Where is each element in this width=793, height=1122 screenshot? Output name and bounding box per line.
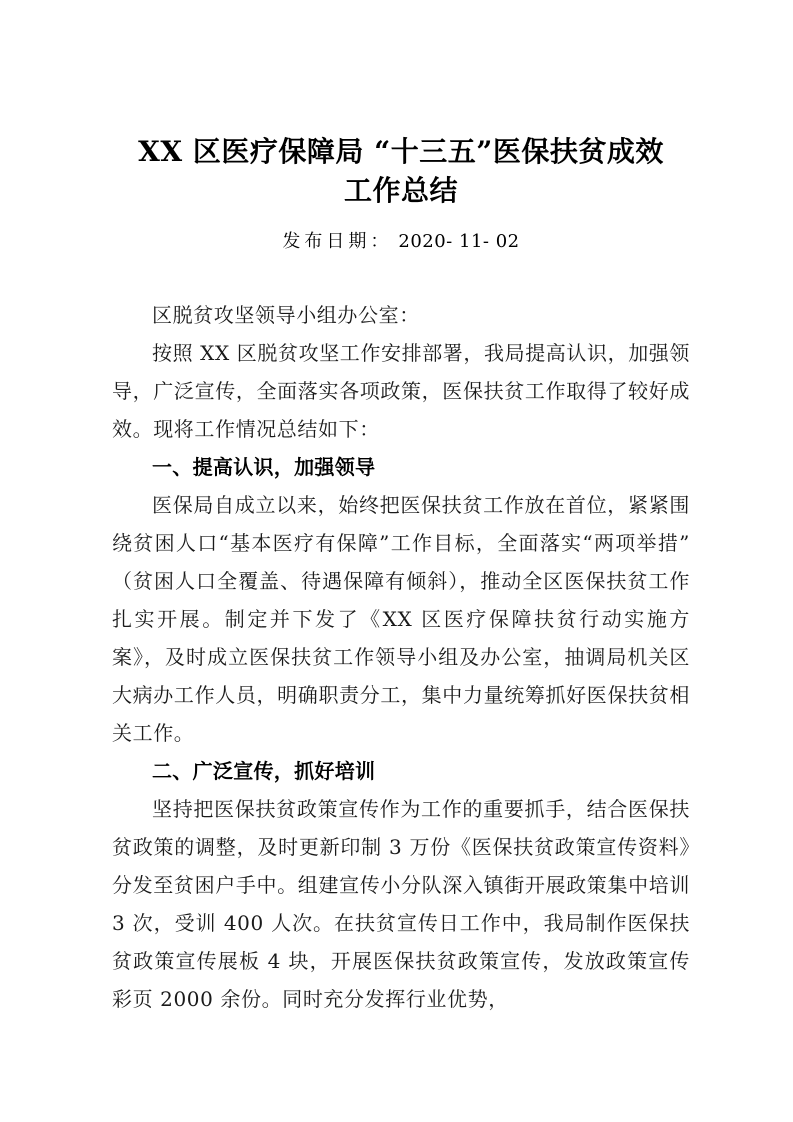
publication-date-label: 发布日期： (282, 231, 393, 252)
document-title-line-1: XX 区医疗保障局 “十三五”医保扶贫成效 (138, 135, 664, 168)
document-body (112, 296, 690, 1018)
section-heading-1: 一、提高认识，加强领导 (152, 455, 376, 479)
section-heading-2: 二、广泛宣传，抓好培训 (152, 759, 376, 783)
document-title-line-2: 工作总结 (343, 174, 458, 207)
publication-date (112, 229, 690, 255)
section-2-paragraph: 坚持把医保扶贫政策宣传作为工作的重要抓手，结合医保扶贫政策的调整，及时更新印制 3 万份《医保扶贫政策宣传资料》分发至贫困户手中。组建宣传小分队深入镇街开展政策集中培训 3 次，受训 400 人次。在扶贫宣传日工作中，我局制作医保扶贫政策宣传展板 4 块，开展医保扶贫政策宣传，发放政策宣传彩页 2000 余份。同时充分发挥行业优势， (112, 797, 690, 1011)
section-1-paragraph: 医保局自成立以来，始终把医保扶贫工作放在首位，紧紧围绕贫困人口“基本医疗有保障”工作目标，全面落实“两项举措”（贫困人口全覆盖、待遇保障有倾斜），推动全区医保扶贫工作扎实开展。制定并下发了《XX 区医疗保障扶贫行动实施方案》，及时成立医保扶贫工作领导小组及办公室，抽调局机关区大病办工作人员，明确职责分工，集中力量统筹抓好医保扶贫相关工作。 (112, 493, 690, 745)
intro-paragraph: 按照 XX 区脱贫攻坚工作安排部署，我局提高认识，加强领导，广泛宣传，全面落实各项政策，医保扶贫工作取得了较好成效。现将工作情况总结如下： (112, 341, 690, 441)
salutation: 区脱贫攻坚领导小组办公室： (152, 303, 420, 327)
document-title (112, 132, 690, 210)
publication-date-value: 2020- 11- 02 (398, 231, 520, 252)
